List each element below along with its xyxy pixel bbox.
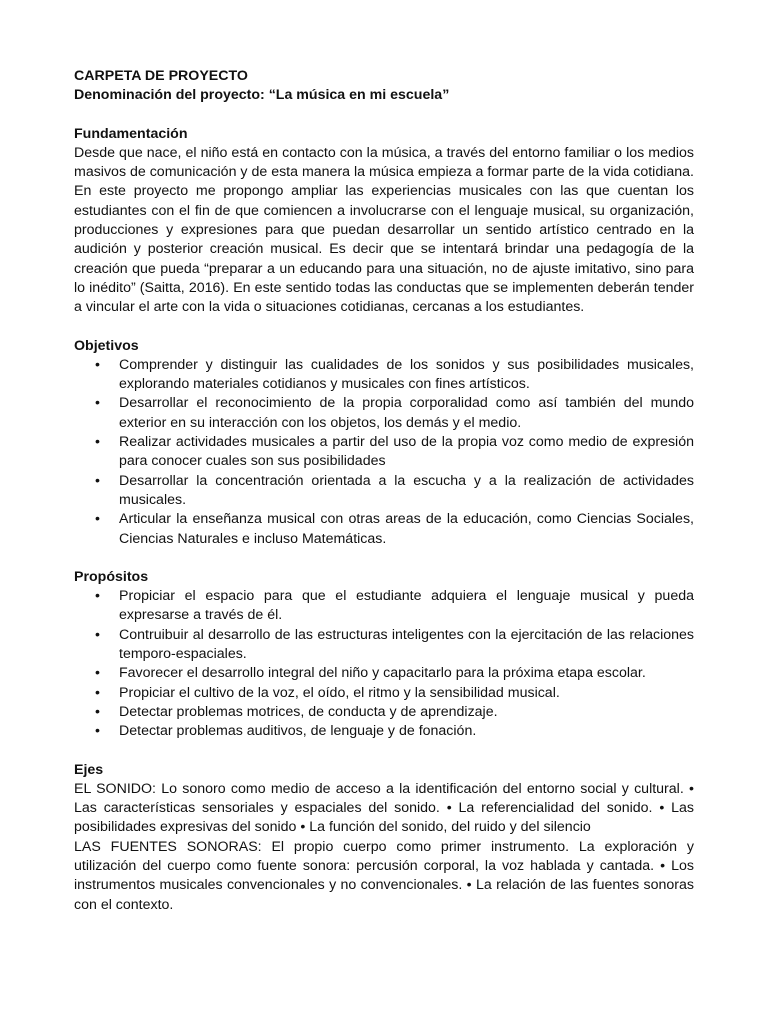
list-item <box>74 722 694 741</box>
list-item <box>74 472 694 511</box>
proposito-text: Detectar problemas motrices, de conducta y de aprendizaje. <box>119 703 498 720</box>
proposito-text: Contruibuir al desarrollo de las estructuras inteligentes con la ejercitación de las relaciones temporo-espaciales. <box>119 626 694 663</box>
list-item <box>74 587 694 626</box>
list-item <box>74 356 694 395</box>
objetivo-text: Comprender y distinguir las cualidades de los sonidos y sus posibilidades musicales, explorando materiales cotidianos y musicales con fines artísticos. <box>119 356 694 393</box>
bullet-icon: • <box>95 356 100 373</box>
objetivo-text: Articular la enseñanza musical con otras areas de la educación, como Ciencias Sociales, Ciencias Naturales e incluso Matemáticas. <box>119 511 694 547</box>
objetivos-heading: Objetivos <box>74 337 139 354</box>
objetivo-text: Desarrollar la concentración orientada a la escucha y a la realización de actividades musicales. <box>119 472 694 508</box>
proposito-text: Propiciar el espacio para que el estudiante adquiera el lenguaje musical y pueda expresarse a través de él. <box>119 588 694 624</box>
proposito-text: Propiciar el cultivo de la voz, el oído, el ritmo y la sensibilidad musical. <box>119 684 560 701</box>
objetivos-list <box>74 356 694 549</box>
bullet-icon: • <box>95 723 100 740</box>
bullet-icon: • <box>95 703 100 720</box>
fundamentacion-heading: Fundamentación <box>74 125 188 142</box>
list-item <box>74 684 694 703</box>
bullet-icon: • <box>95 588 100 605</box>
bullet-icon: • <box>95 626 100 643</box>
propositos-heading: Propósitos <box>74 568 149 585</box>
bullet-icon: • <box>95 472 100 489</box>
bullet-icon: • <box>95 434 100 451</box>
list-item <box>74 664 694 683</box>
list-item <box>74 394 694 433</box>
bullet-icon: • <box>95 665 100 682</box>
objetivo-text: Realizar actividades musicales a partir del uso de la propia voz como medio de expresión para conocer cuales son sus posibilidades <box>119 434 694 470</box>
list-item <box>74 433 694 472</box>
document-title: CARPETA DE PROYECTO <box>74 68 248 84</box>
bullet-icon: • <box>95 684 100 701</box>
project-name: Denominación del proyecto: “La música en mi escuela” <box>74 87 450 104</box>
list-item <box>74 510 694 549</box>
fundamentacion-text: Desde que nace, el niño está en contacto con la música, a través del entorno familiar o los medios masivos de comunicación y de esta manera la música empieza a formar parte de la vida cotidiana. En este proyecto me propongo ampliar las experiencias musicales con las que cuentan los estudiantes con el fin de que comiencen a involucrarse con el lenguaje musical, su organización, producciones y expresiones para que puedan desarrollar un sentido artístico centrado en la audición y posterior creación musical. Es decir que se intentará brindar una pedagogía de la creación que pueda “preparar a un educando para una situación, no de ajuste imitativo, sino para lo inédito” (Saitta, 2016). En este sentido todas las conductas que se implementen deberán tender a vincular el arte con la vida o situaciones cotidianas, cercanas a los estudiantes. <box>74 144 694 316</box>
propositos-list <box>74 587 694 741</box>
ejes-heading: Ejes <box>74 761 104 778</box>
document-page <box>74 67 694 915</box>
proposito-text: Favorecer el desarrollo integral del niño y capacitarlo para la próxima etapa escolar. <box>119 665 646 682</box>
bullet-icon: • <box>95 511 100 528</box>
list-item <box>74 626 694 665</box>
ejes-sonido-text: EL SONIDO: Lo sonoro como medio de acceso a la identificación del entorno social y cultural. • Las características sensoriales y espaciales del sonido. • La referencialidad del sonido. • Las posibilidades expresivas del sonido • La función del sonido, del ruido y del silencio <box>74 780 694 836</box>
list-item <box>74 703 694 722</box>
objetivo-text: Desarrollar el reconocimiento de la propia corporalidad como así también del mundo exterior en su interacción con los objetos, los demás y el medio. <box>119 395 694 431</box>
proposito-text: Detectar problemas auditivos, de lenguaje y de fonación. <box>119 723 477 740</box>
ejes-fuentes-text: LAS FUENTES SONORAS: El propio cuerpo como primer instrumento. La exploración y utilización del cuerpo como fuente sonora: percusión corporal, la voz hablada y cantada. • Los instrumentos musicales convencionales y no convencionales. • La relación de las fuentes sonoras con el contexto. <box>74 838 694 913</box>
bullet-icon: • <box>95 395 100 412</box>
